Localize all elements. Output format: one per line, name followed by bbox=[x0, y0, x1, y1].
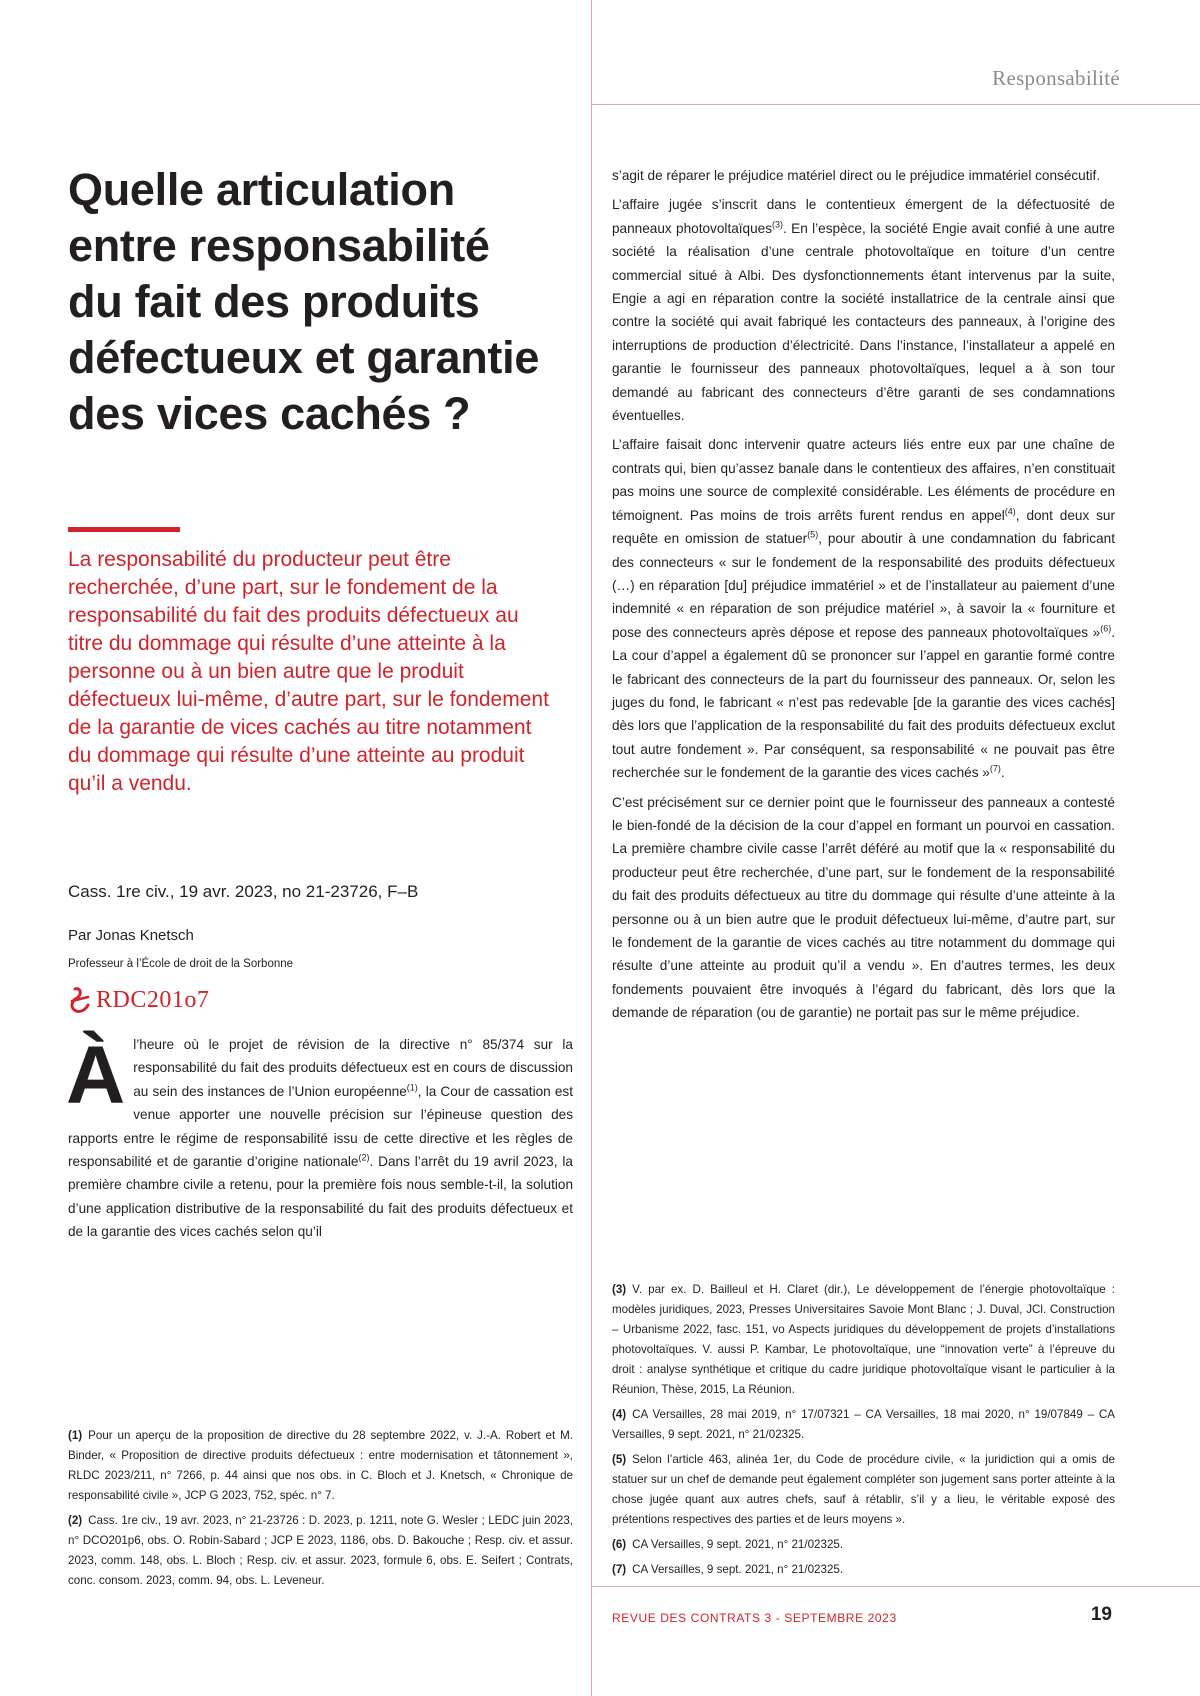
footnote-number: (2) bbox=[68, 1514, 83, 1527]
footnotes-right bbox=[612, 1280, 1115, 1585]
article-lead: La responsabilité du producteur peut être recherchée, d’une part, sur le fondement de la responsabilité du fait des produits défectueux au titre du dommage qui résulte d’une atteinte à la personne ou à un bien autre que le produit défectueux lui-même, d’autre part, sur le fondement de la garantie de vices cachés au titre notamment du dommage qui résulte d’une atteinte au produit qu’il a vendu. bbox=[68, 548, 549, 795]
body-column-left bbox=[66, 1030, 574, 1250]
footnote-ref[interactable]: (2) bbox=[358, 1152, 370, 1163]
case-reference: Cass. 1re civ., 19 avr. 2023, no 21-23726, F–B bbox=[68, 882, 419, 901]
footer-rule bbox=[591, 1586, 1200, 1587]
footnote: (1) Pour un aperçu de la proposition de directive du 28 septembre 2022, v. J.-A. Robert et M. Binder, « Proposition de directive produits défectueux : entre modernisation et tâtonnement », RLDC 2023/211, n° 7266, p. 44 ainsi que nos obs. in C. Bloch et J. Knetsch, « Chronique de responsabilité civile », JCP G 2023, 752, spéc. n° 7. bbox=[68, 1429, 573, 1502]
body-paragraph: s’agit de réparer le préjudice matériel direct ou le préjudice immatériel consécutif. bbox=[612, 168, 1101, 183]
body-paragraph: C’est précisément sur ce dernier point que le fournisseur des panneaux a contesté le bien-fondé de la décision de la cour d’appel en formant un pourvoi en cassation. La première chambre civile casse l’arrêt déféré au motif que la « responsabilité du producteur peut être recherchée, d’une part, sur le fondement de la responsabilité du fait des produits défectueux au titre du dommage qui résulte d’une atteinte à la personne ou à un bien autre que le produit défectueux lui-même, d’autre part, sur le fondement de la garantie de vices cachés au titre notamment du dommage qui résulte d’une atteinte au produit qu’il a vendu ». En d’autres termes, les deux fondements pouvaient être invoqués à l’égard du fabricant, dès lors que la demande de réparation (ou de garantie) ne portait pas sur le même préjudice. bbox=[612, 794, 1115, 1021]
reference-code-text: RDC201o7 bbox=[96, 986, 210, 1013]
body-paragraph: L’affaire faisait donc intervenir quatre acteurs liés entre eux par une chaîne de contrats qui, bien qu’assez banale dans le contentieux des affaires, n’en constituait pas moins une source de complexité considérable. Les éléments de procédure en témoignent. Pas moins de trois arrêts furent rendus en appel$^{(4)}$, dont deux sur requête en omission de statuer$^{(5)}$, pour aboutir à une condamnation du fabricant des connecteurs « sur le fondement de la responsabilité des produits défectueux (…) en réparation [du] préjudice immatériel » et de l’installateur au paiement d’une indemnité « en réparation de son préjudice matériel », à savoir la « fourniture et pose des connecteurs après dépose et repose des panneaux photovoltaïques »$^{(6)}$. La cour d’appel a également dû se prononcer sur l’appel en garantie formé contre le fabricant des connecteurs de la part du fournisseur des panneaux. Or, selon les juges du fond, le fabricant « n’est pas redevable [de la garantie des vices cachés] dès lors que l’application de la responsabilité du fait des produits défectueux exclut tout autre fondement ». Par conséquent, sa responsabilité « ne pouvait pas être recherchée sur le fondement de la garantie des vices cachés »$^{(7)}$. bbox=[612, 437, 1115, 781]
footnote: (2) Cass. 1re civ., 19 avr. 2023, n° 21-23726 : D. 2023, p. 1211, note G. Wesler ; LEDC juin 2023, n° DCO201p6, obs. O. Robin-Sabard ; JCP E 2023, 1186, obs. D. Bakouche ; Resp. civ. et assur. 2023, comm. 148, obs. L. Bloch ; Resp. civ. et assur. 2023, formule 6, obs. E. Seifert ; Contrats, conc. consom. 2023, comm. 94, obs. L. Leveneur. bbox=[68, 1514, 573, 1587]
footnote-number: (7) bbox=[612, 1563, 627, 1576]
footnote-ref[interactable]: (6) bbox=[1100, 623, 1112, 634]
body-paragraph: L’affaire jugée s’inscrit dans le contentieux émergent de la défectuosité de panneaux photovoltaïques$^{(3)}$. En l’espèce, la société Engie avait confié à une autre société la réalisation d’une centrale photovoltaïque en toiture d’un centre commercial situé à Albi. Des dysfonctionnements étant intervenus par la suite, Engie a agi en réparation contre la société installatrice de la centrale ainsi que contre la société qui avait fabriqué les contacteurs des panneaux, à l’origine des interruptions de production d’électricité. Dans l’instance, l’installateur a appelé en garantie le fournisseur des panneaux photovoltaïques, lequel a à son tour demandé au fabricant des connecteurs d’être garanti de ses condamnations éventuelles. bbox=[612, 197, 1115, 424]
footnote: (4) CA Versailles, 28 mai 2019, n° 17/07321 – CA Versailles, 18 mai 2020, n° 19/07849 – CA Versailles, 9 sept. 2021, n° 21/02325. bbox=[612, 1408, 1115, 1441]
column-divider bbox=[591, 0, 592, 1696]
author-name: Par Jonas Knetsch bbox=[68, 927, 194, 944]
footnote-ref[interactable]: (3) bbox=[772, 219, 784, 230]
footnote: (7) CA Versailles, 9 sept. 2021, n° 21/02325. bbox=[612, 1563, 844, 1576]
footnote-number: (6) bbox=[612, 1538, 627, 1551]
footnote-number: (4) bbox=[612, 1408, 627, 1421]
drop-cap: À bbox=[66, 1030, 126, 1121]
lexbase-logo-icon bbox=[68, 986, 92, 1014]
footnote-ref[interactable]: (1) bbox=[406, 1082, 418, 1093]
footnote-number: (5) bbox=[612, 1453, 627, 1466]
footnote-ref[interactable]: (4) bbox=[1004, 506, 1016, 517]
footnote-ref[interactable]: (5) bbox=[807, 529, 819, 540]
body-paragraph: l’heure où le projet de révision de la directive n° 85/374 sur la responsabilité du fait des produits défectueux est en cours de discussion au sein des instances de l’Union européenne$^{(1)}$, la Cour de cassation est venue apporter une nouvelle précision sur l’épineuse question des rapports entre le régime de responsabilité issu de cette directive et les règles de responsabilité et de garantie d’origine nationale$^{(2)}$. Dans l’arrêt du 19 avril 2023, la première chambre civile a retenu, pour la première fois nous semble-t-il, la solution d’une application distributive de la responsabilité du fait des produits défectueux et de la garantie des vices cachés selon qu’il bbox=[68, 1037, 574, 1240]
header-rule bbox=[591, 104, 1200, 105]
footnote-ref[interactable]: (7) bbox=[989, 763, 1001, 774]
article-title: Quelle articulation entre responsabilité du fait des produits défectueux et garantie des vices cachés ? bbox=[68, 164, 540, 439]
footnote: (3) V. par ex. D. Bailleul et H. Claret (dir.), Le développement de l’énergie photovoltaïque : modèles juridiques, 2023, Presses Universitaires Savoie Mont Blanc ; J. Duval, JCl. Construction – Urbanisme 2022, fasc. 151, vo Aspects juridiques du développement de projets d’installations photovoltaïques. V. aussi P. Kambar, Le photovoltaïque, une “innovation verte” à l’épreuve du droit : analyse synthétique et critique du cadre juridique photovoltaïque visant le particulier à la Réunion, Thèse, 2015, La Réunion. bbox=[612, 1283, 1115, 1396]
title-rule bbox=[68, 527, 180, 532]
reference-code[interactable] bbox=[68, 986, 209, 1014]
page-number: 19 bbox=[1090, 1604, 1112, 1625]
footnotes-left bbox=[68, 1426, 573, 1596]
section-label: Responsabilité bbox=[992, 66, 1120, 90]
footnote-number: (1) bbox=[68, 1429, 83, 1442]
body-column-right bbox=[612, 164, 1115, 1031]
footnote-number: (3) bbox=[612, 1283, 627, 1296]
author-role: Professeur à l’École de droit de la Sorbonne bbox=[68, 958, 294, 970]
footer-journal: REVUE DES CONTRATS 3 - SEPTEMBRE 2023 bbox=[612, 1611, 897, 1625]
footnote: (6) CA Versailles, 9 sept. 2021, n° 21/02325. bbox=[612, 1538, 844, 1551]
footnote: (5) Selon l’article 463, alinéa 1er, du Code de procédure civile, « la juridiction qui a omis de statuer sur un chef de demande peut également compléter son jugement sans porter atteinte à la chose jugée quant aux autres chefs, sauf à rétablir, s’il y a lieu, le véritable exposé des prétentions respectives des parties et de leurs moyens ». bbox=[612, 1453, 1115, 1526]
